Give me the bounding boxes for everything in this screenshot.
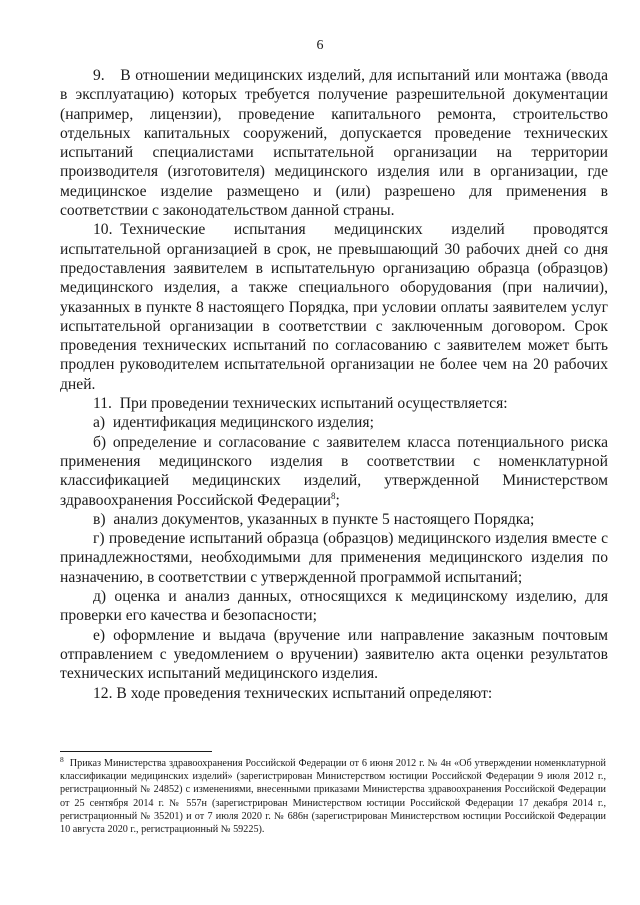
- footnote-divider: [60, 751, 212, 752]
- document-body: [60, 66, 608, 703]
- item-v: в) анализ документов, указанных в пункте 5 настоящего Порядка;: [93, 510, 535, 528]
- footnote-reference[interactable]: 8: [330, 490, 336, 501]
- item-b-end: ;: [335, 491, 340, 509]
- paragraph-9: 9. В отношении медицинских изделий, для испытаний или монтажа (ввода в эксплуатацию) которых требуется получение разрешительной документации (например, лицензии), проведение капитального ремонта, строительство отдельных капитальных сооружений, допускается проведение технических испытаний специалистами испытательной организации на территории производителя (изготовителя) медицинского изделия или в организации, где медицинское изделие размещено и (или) разрешено для применения в соответствии с законодательством данной страны.: [60, 67, 608, 220]
- item-g: г) проведение испытаний образца (образцов) медицинского изделия вместе с принадлежностями, необходимыми для применения медицинского изделия по назначению, в соответствии с утвержденной программой испытаний;: [60, 530, 608, 586]
- page-number: 6: [316, 38, 324, 53]
- paragraph-10: 10. Технические испытания медицинских изделий проводятся испытательной организацией в срок, не превышающий 30 рабочих дней со дня предоставления заявителем в испытательную организацию образца (образцов) медицинского изделия, а также специального оборудования (при наличии), указанных в пункте 8 настоящего Порядка, при условии оплаты заявителем услуг испытательной организации в соответствии с заключенным договором. Срок проведения технических испытаний по согласованию с заявителем может быть продлен руководителем испытательной организации не более чем на 20 рабочих дней.: [60, 221, 608, 393]
- item-b: [60, 433, 608, 510]
- paragraph-12: 12. В ходе проведения технических испытаний определяют:: [93, 684, 493, 702]
- footnote: [60, 754, 606, 836]
- footnote-mark: 8: [60, 754, 64, 764]
- footnote-text: Приказ Министерства здравоохранения Российской Федерации от 6 июня 2012 г. № 4н «Об утверждении номенклатурной классификации медицинских изделий» (зарегистрирован Министерством юстиции Российской Федерации 9 июля 2012 г., регистрационный № 24852) с изменениями, внесенными приказами Министерства здравоохранения Российской Федерации от 25 сентября 2014 г. № 557н (зарегистрирован Министерством юстиции Российской Федерации 17 декабря 2014 г., регистрационный № 35201) и от 7 июля 2020 г. № 686н (зарегистрирован Министерством юстиции Российской Федерации 10 августа 2020 г., регистрационный № 59225).: [60, 758, 606, 836]
- item-a: а) идентификация медицинского изделия;: [93, 414, 374, 432]
- paragraph-11: 11. При проведении технических испытаний осуществляется:: [93, 395, 508, 413]
- item-b-text: б) определение и согласование с заявителем класса потенциального риска применения медицинского изделия в соответствии с номенклатурной классификацией медицинских изделий, утвержденной Министерством здравоохранения Российской Федерации: [60, 433, 608, 509]
- item-e: е) оформление и выдача (вручение или направление заказным почтовым отправлением с уведомлением о вручении) заявителю акта оценки результатов технических испытаний медицинского изделия.: [60, 626, 608, 683]
- item-d: д) оценка и анализ данных, относящихся к медицинскому изделию, для проверки его качества и безопасности;: [60, 588, 608, 625]
